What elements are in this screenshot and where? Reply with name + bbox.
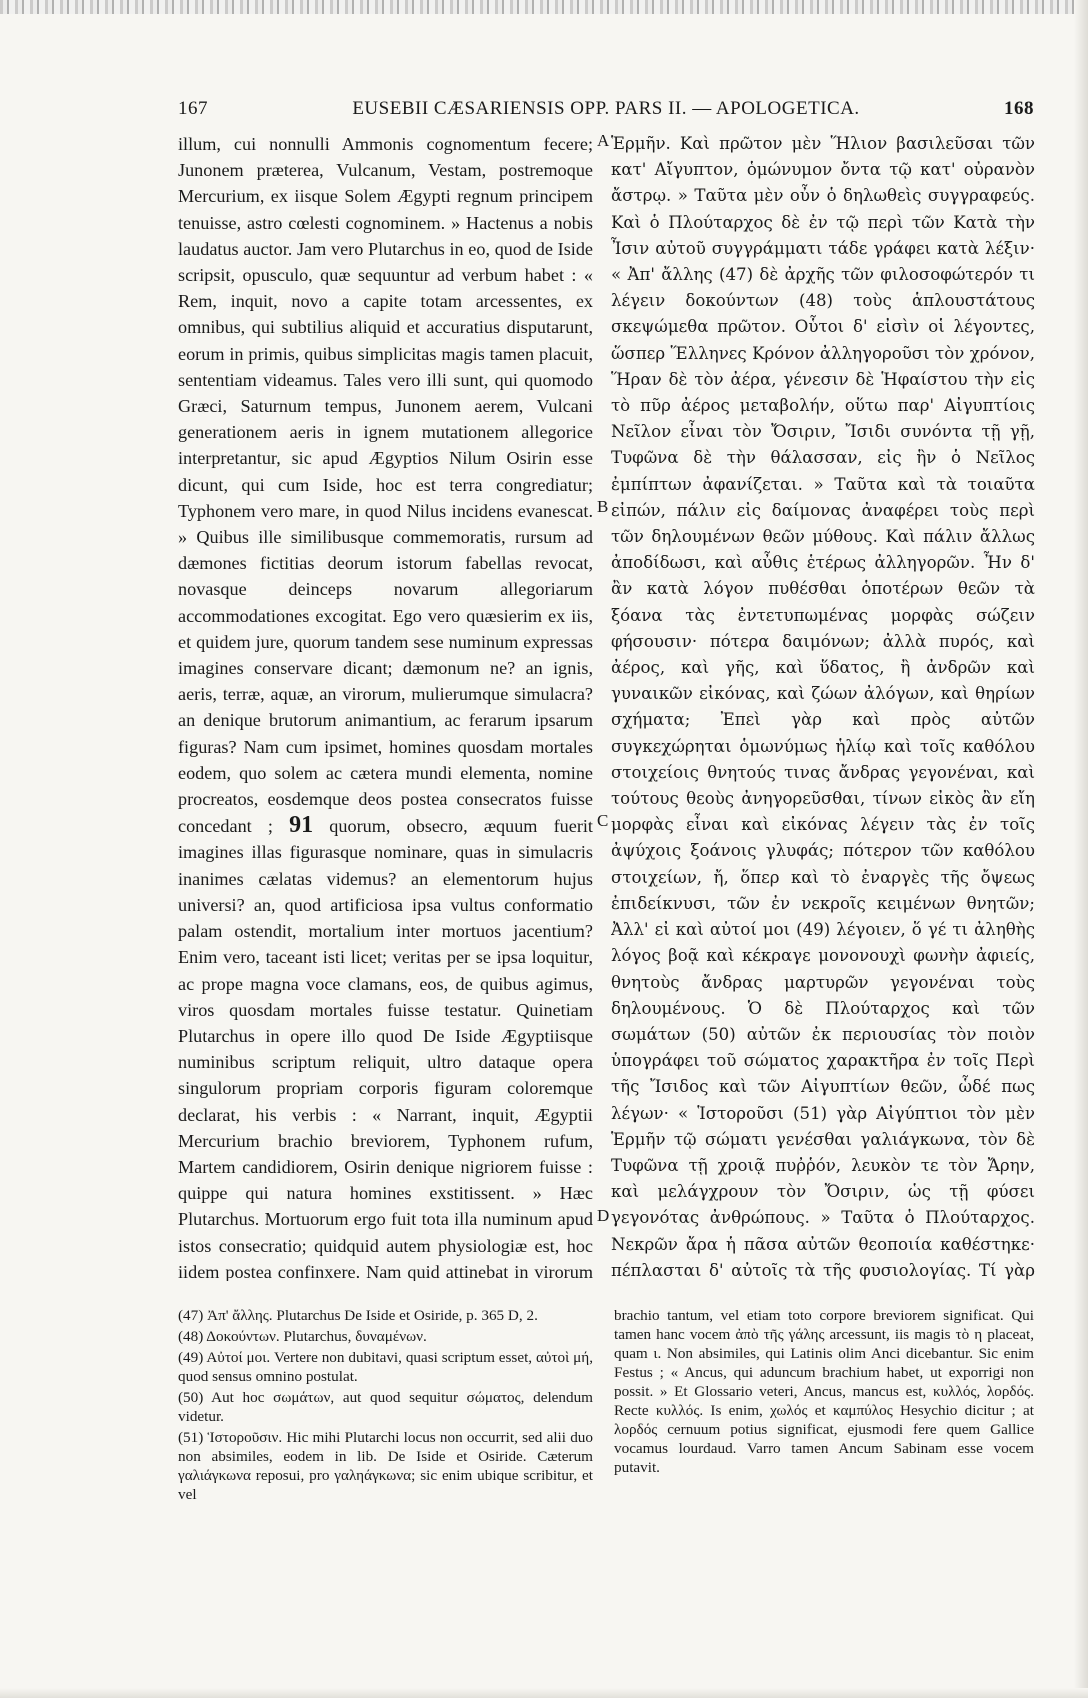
margin-letter-c: C (597, 811, 609, 830)
footnotes-right (614, 1306, 1034, 1656)
running-title: EUSEBII CÆSARIENSIS OPP. PARS II. — APOLOGETICA. (352, 98, 860, 119)
scan-right-edge (1074, 0, 1088, 1698)
page-number-right: 168 (1004, 98, 1034, 119)
footnotes-left (178, 1306, 593, 1656)
greek-text-column (611, 131, 1035, 1281)
margin-letter-d: D (597, 1206, 610, 1225)
margin-letter-b: B (597, 497, 609, 516)
footnote-50: (50) Aut hoc σωμάτων, aut quod sequitur σώματος, delendum videtur. (178, 1389, 593, 1425)
footnote-47: (47) Ἀπ' ἄλλης. Plutarchus De Iside et Osiride, p. 365 D, 2. (178, 1307, 538, 1324)
greek-paragraph: Ἑρμῆν. Καὶ πρῶτον μὲν Ἥλιον βασιλεῦσαι τῶν κατ' Αἴγυπτον, ὁμώνυμον ὄντα τῷ κατ' οὐρανὸν ἄστρῳ. » Ταῦτα μὲν οὖν ὁ δηλωθεὶς συγγραφεύς. Καὶ ὁ Πλούταρχος δὲ ἐν τῷ περὶ τῶν Κατὰ τὴν Ἶσιν αὐτοῦ συγγράμματι τάδε γράφει κατὰ λέξιν· « Ἀπ' ἄλλης (47) δὲ ἀρχῆς τῶν φιλοσοφώτερόν τι λέγειν δοκούντων (48) τοὺς ἁπλουστάτους σκεψώμεθα πρῶτον. Οὗτοι δ' εἰσὶν οἱ λέγοντες, ὥσπερ Ἕλληνες Κρόνον ἀλληγοροῦσι τὸν χρόνον, Ἥραν δὲ τὸν ἀέρα, γένεσιν δὲ Ἡφαίστου τὴν εἰς τὸ πῦρ ἀέρος μεταβολήν, οὕτω παρ' Αἰγυπτίοις Νεῖλον εἶναι τὸν Ὄσιριν, Ἴσιδι συνόντα τῇ γῇ, Τυφῶνα δὲ τὴν θάλασσαν, εἰς ἣν ὁ Νεῖλος ἐμπίπτων ἀφανίζεται. » Ταῦτα καὶ τὰ τοιαῦτα εἰπών, πάλιν εἰς δαίμονας ἀναφέρει τοὺς περὶ τῶν δηλουμένων θεῶν μύθους. Καὶ πάλιν ἄλλως ἀποδίδωσι, καὶ αὖθις ἑτέρως ἀλληγορῶν. Ἦν δ' ἂν κατὰ λόγον πυθέσθαι ὁποτέρων θεῶν τὰ ξόανα τὰς ἐντετυπωμένας μορφὰς σώζειν φήσουσιν· πότερα δαιμόνων; ἀλλὰ πυρός, καὶ ἀέρος, καὶ γῆς, καὶ ὕδατος, ἢ ἀνδρῶν καὶ γυναικῶν εἰκόνας, καὶ ζώων ἀλόγων, καὶ θηρίων σχήματα; Ἐπεὶ γὰρ καὶ πρὸς αὐτῶν συγκεχώρηται ὁμωνύμως ἡλίῳ καὶ τοῖς καθόλου στοιχείοις θνητούς τινας ἄνδρας γεγονέναι, καὶ τούτους θεοὺς ἀνηγορεῦσθαι, τίνων εἰκὸς ἂν εἴη μορφὰς εἶναι καὶ εἰκόνας λέγειν τὰς ἐν τοῖς ἀψύχοις ξοάνοις γλυφάς; πότερον τῶν καθόλου στοιχείων, ἤ, ὅπερ καὶ τὸ ἐναργὲς τῆς ὄψεως ἐπιδείκνυσι, τῶν ἐν νεκροῖς κειμένων θνητῶν; Ἀλλ' εἰ καὶ αὐτοί μοι (49) λέγοιεν, ὅ γέ τι ἀληθὴς λόγος βοᾷ καὶ κέκραγε μονονουχὶ φωνὴν ἀφιείς, θνητοὺς ἄνδρας μαρτυρῶν γεγονέναι τοὺς δηλουμένους. Ὁ δὲ Πλούταρχος καὶ τῶν σωμάτων (50) αὐτῶν ἐκ περιουσίας τὸν ποιὸν ὑπογράφει τοῦ σώματος χαρακτῆρα ἐν τοῖς Περὶ τῆς Ἴσιδος καὶ τῶν Αἰγυπτίων θεῶν, ὧδέ πως λέγων· « Ἱστοροῦσι (51) γὰρ Αἰγύπτιοι τὸν μὲν Ἑρμῆν τῷ σώματι γενέσθαι γαλιάγκωνα, τὸν δὲ Τυφῶνα τῇ χροιᾷ πυῤῥόν, λευκὸν τε τὸν Ἄρην, καὶ μελάγχρουν τὸν Ὄσιριν, ὡς τῇ φύσει γεγονότας ἀνθρώπους. » Ταῦτα ὁ Πλούταρχος. Νεκρῶν ἄρα ἡ πᾶσα αὐτῶν θεοποιία καθέστηκε· πέπλασται δ' αὐτοῖς τὰ τῆς φυσιολογίας. Τί γὰρ (611, 134, 1035, 1280)
latin-paragraph (178, 131, 593, 1281)
scan-top-edge (0, 0, 1088, 14)
margin-letter-a: A (597, 131, 610, 150)
page-number-left: 167 (178, 98, 208, 119)
scan-bottom-edge (0, 1688, 1088, 1698)
latin-text-column (178, 131, 593, 1281)
footnote-49: (49) Αὐτοί μοι. Vertere non dubitavi, quasi scriptum esset, αὐτοὶ μή, quod sensus omnino postulat. (178, 1349, 593, 1385)
footnote-51: (51) Ἱστοροῦσιν. Hic mihi Plutarchi locus non occurrit, sed alii duo non absimiles, eodem in lib. De Iside et Osiride. Cæterum γαλιάγκωνα reposui, pro γαληάγκωνα; sic enim ubique scribitur, et vel (178, 1429, 593, 1503)
latin-text-part2: quorum, obsecro, æquum fuerit imagines illas figurasque nominare, quas in simulacris inanimes cælatas videmus? an elementorum hujus universi? an, quod artificiosa ipsa vultus conformatio palam ostendit, mortalium inter mortuos jacentium? Enim vero, taceant isti licet; veritas per se ipsa loquitur, ac prope magna voce clamans, eos, de quibus agimus, viros quosdam mortales fuisse testatur. Quinetiam Plutarchus in opere illo quod De Iside Ægyptiisque numinibus scriptum reliquit, ultro dataque opera singulorum propriam corporis figuram coloremque declarat, his verbis : « Narrant, inquit, Ægyptii Mercurium brachio breviorem, Typhonem rufum, Martem candidiorem, Osirin denique nigriorem fuisse : quippe qui natura homines exstitissent. » Hæc Plutarchus. Mortuorum ergo fuit tota illa numinum apud istos consecratio; quidquid autem physiologiæ est, hoc iidem postea confinxere. Nam quid attinebat in virorum (178, 816, 593, 1281)
footnote-48: (48) Δοκούντων. Plutarchus, δυναμένων. (178, 1328, 427, 1345)
footnote-continuation: brachio tantum, vel etiam toto corpore breviorem significat. Qui tamen hanc vocem ἀπὸ τῆς γάλης arcessunt, iis magis τὸ η placeat, quam ι. Non absimiles, qui Latinis olim Anci dicebantur. Sic enim Festus ; « Ancus, qui aduncum brachium habet, ut exporrigi non possit. » Et Glossario veteri, Ancus, mancus est, κυλλός, λορδός. Recte κυλλός. Is enim, χωλός et καμπύλος Hesychio dicitur ; at λορδός cernuum potius significat, ejusmodi fere quem Gallice vocamus lourdaud. Varro tamen Ancum Sabinam esse vocem putavit. (614, 1307, 1034, 1476)
section-number: 91 (289, 812, 314, 839)
running-header (178, 98, 1034, 128)
latin-text-part1: illum, cui nonnulli Ammonis cognomentum fecere; Junonem præterea, Vulcanum, Vestam, postremoque Mercurium, ex iisque Solem Ægypti regnum principem tenuisse, astro cœlesti cognominem. » Hactenus a nobis laudatus auctor. Jam vero Plutarchus in eo, quod de Iside scripsit, opusculo, quæ sequuntur ad verbum habet : « Rem, inquit, novo a capite totam arcessentes, ex omnibus, qui subtilius aliquid et accuratius disputarunt, eorum in primis, quibus simplicitas magis tamen placuit, sententiam videamus. Tales vero illi sunt, qui quomodo Græci, Saturnum tempus, Junonem aerem, Vulcani generationem aeris in ignem mutationem allegorice interpretantur, sic apud Ægyptios Nilum Osirin esse dicunt, qui cum Iside, hoc est terra congrediatur; Typhonem vero mare, in quod Nilus incidens evanescat. » Quibus ille similibusque commemoratis, rursum ad dæmones fictitias deorum istorum fabellas revocat, novasque deinceps novarum allegoriarum accommodationes excogitat. Ego vero quæsierim ex iis, et quidem jure, quorum tandem sese numinum expressas imagines conservare dicant; dæmonum ne? an ignis, aeris, terræ, aquæ, an virorum, mulierumque simulacra? an denique brutorum animantium, ac ferarum ipsarum figuras? Nam cum ipsimet, homines quosdam mortales eodem, quo solem ac cætera mundi elementa, nomine procreatos, eosdemque deos postea consecratos fuisse concedant ; (178, 134, 593, 837)
